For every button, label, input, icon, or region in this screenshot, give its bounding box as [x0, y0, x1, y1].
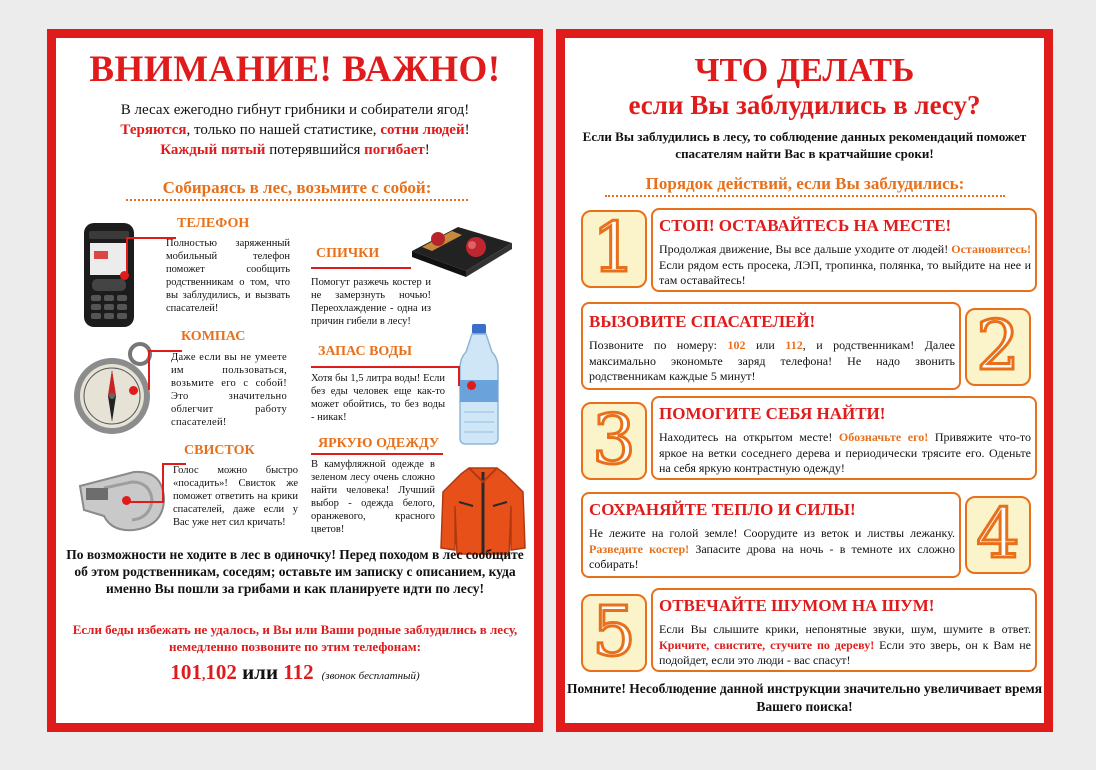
- take-with-you-heading: Собираясь в лес, возьмите с собой:: [126, 178, 468, 201]
- whistle-leader-vertical: [162, 463, 164, 503]
- step-2-heading: ВЫЗОВИТЕ СПАСАТЕЛЕЙ!: [589, 312, 816, 331]
- step-2-text-a: Позвоните по номеру:: [589, 338, 728, 352]
- emergency-phones: [56, 660, 534, 685]
- step-4-digit: 4: [976, 495, 1020, 574]
- intro-line-3-text: потерявшийся: [265, 142, 365, 158]
- step-3-number: [581, 402, 647, 480]
- water-text: Хотя бы 1,5 литра воды! Если без еды человек еще как-то может обойтись, то без воды - никак!: [311, 373, 445, 423]
- step-1-number: [581, 210, 647, 288]
- step-3-highlight: Обозначьте его!: [838, 430, 929, 444]
- step-1-highlight: Остановитесь!: [951, 242, 1031, 256]
- clothes-title: ЯРКУЮ ОДЕЖДУ: [318, 436, 440, 451]
- whistle-text: Голос можно быстро «посадить»! Свисток же поможет ответить на крики спасателей, даже если у Вас уже нет сил кричать!: [173, 465, 298, 528]
- compass-title: КОМПАС: [181, 329, 246, 344]
- step-5-card: [651, 588, 1037, 672]
- step-2-number: [965, 308, 1031, 386]
- phone-101: 101: [170, 660, 202, 684]
- remember-footer: Помните! Несоблюдение данной инструкции значительно увеличивает время Вашего поиска!: [566, 681, 1043, 714]
- step-4-heading: СОХРАНЯЙТЕ ТЕПЛО И СИЛЫ!: [589, 500, 856, 519]
- water-pointer-dot: [467, 381, 476, 390]
- step-2-text: [589, 338, 955, 385]
- step-4-highlight: Разведите костер!: [589, 541, 690, 556]
- step-2-text-b: , и родственникам! Далее максимально экономьте заряд телефона! Не надо звонить родственникам каждые 5 минут!: [589, 338, 955, 383]
- step-2-card: [581, 302, 961, 390]
- intro-line-2-end: !: [464, 122, 470, 138]
- step-1-digit: 1: [592, 209, 636, 288]
- step-1-heading: СТОП! ОСТАВАЙТЕСЬ НА МЕСТЕ!: [659, 216, 952, 235]
- step-3-text-b: Привяжите что-то яркое на ветки соседнего дерева и периодически трясите его. Оденьте на себя яркую контрастную одежду!: [659, 430, 1031, 475]
- step-5-text: [659, 622, 1031, 669]
- step-4-text: [589, 526, 955, 573]
- clothes-text: В камуфляжной одежде в зеленом лесу очень сложно найти человека! Лучший выбор - одежда белого, оранжевого, красного цветов!: [311, 459, 435, 535]
- phone-112: 112: [283, 660, 314, 684]
- attention-title: ВНИМАНИЕ! ВАЖНО!: [89, 49, 501, 90]
- matches-icon: [408, 221, 518, 279]
- step-5-heading: ОТВЕЧАЙТЕ ШУМОМ НА ШУМ!: [659, 596, 935, 615]
- water-title: ЗАПАС ВОДЫ: [318, 344, 412, 359]
- free-call-note: (звонок бесплатный): [321, 670, 420, 682]
- intro-lost-highlight: Теряются: [120, 122, 187, 138]
- step-1-text-b: Если рядом есть просека, ЛЭП, тропинка, полянка, то выйдите на нее и там оставайтесь!: [659, 257, 1031, 287]
- intro-line-3: [66, 140, 524, 160]
- water-leader: [311, 366, 459, 368]
- step-4-text-b: Запасите дрова на ночь - в темноте их сложно собирать!: [589, 541, 955, 571]
- step-2-number-102: 102: [727, 338, 746, 352]
- right-poster-panel: [556, 29, 1053, 732]
- clothes-leader: [311, 453, 443, 455]
- step-1-text: [659, 242, 1031, 289]
- intro-dies-highlight: погибает: [364, 142, 425, 158]
- step-5-highlight: Кричите, свистите, стучите по дереву!: [659, 637, 875, 652]
- compass-pointer-dot: [129, 386, 138, 395]
- step-5-text-b: Если это зверь, он к Вам не подойдет, если это люди - вас спасут!: [659, 637, 1032, 667]
- whistle-leader-link: [128, 501, 164, 503]
- step-4-number: [965, 496, 1031, 574]
- phone-title: ТЕЛЕФОН: [177, 216, 250, 231]
- step-1-card: [651, 208, 1037, 292]
- step-2-digit: 2: [976, 307, 1020, 386]
- step-3-heading: ПОМОГИТЕ СЕБЯ НАЙТИ!: [659, 404, 886, 423]
- what-to-do-title: ЧТО ДЕЛАТЬ: [694, 52, 915, 89]
- intro-line-2-text: , только по нашей статистике,: [186, 122, 381, 138]
- phone-text: Полностью заряженный мобильный телефон поможет сообщить родственникам о том, что вы заблудились, и вызвать спасателей!: [166, 238, 290, 314]
- warning-text: Если беды избежать не удалось, и Вы или Ваши родные заблудились в лесу, немедленно позвоните по этим телефонам:: [72, 622, 518, 654]
- compass-text: Даже если вы не умеете им пользоваться, возьмите его с собой! Это значительно облегчит работу спасателей!: [171, 352, 287, 428]
- compass-icon: [70, 340, 160, 436]
- intro-every-fifth-highlight: Каждый пятый: [160, 142, 266, 158]
- step-2-number-112: 112: [785, 338, 803, 352]
- compass-leader-vertical: [148, 350, 150, 390]
- water-bottle-icon: [454, 322, 504, 446]
- step-3-digit: 3: [592, 401, 636, 480]
- what-to-do-subtitle: если Вы заблудились в лесу?: [628, 90, 981, 120]
- intro-hundreds-highlight: сотни людей: [380, 122, 465, 138]
- matches-title: СПИЧКИ: [316, 246, 380, 261]
- water-leader-vertical: [458, 366, 460, 386]
- advice-text: По возможности не ходите в лес в одиночку! Перед походом в лес сообщите об этом родственникам, соседям; оставьте им записку с описанием, куда именно Вы пошли за грибами и как планируете идти по лесу!: [66, 547, 524, 596]
- left-poster-panel: [47, 29, 543, 732]
- intro-line-1: В лесах ежегодно гибнут грибники и собиратели ягод!: [120, 102, 470, 118]
- phone-102: 102: [205, 660, 237, 684]
- step-3-card: [651, 396, 1037, 480]
- action-order-heading: Порядок действий, если Вы заблудились:: [605, 174, 1005, 197]
- matches-text: Помогут разжечь костер и не замерзнуть ночью! Переохлаждение - одна из причин гибели в лесу!: [311, 277, 431, 327]
- step-1-text-a: Продолжая движение, Вы все дальше уходите от людей!: [659, 242, 952, 256]
- step-2-or: или: [745, 338, 786, 352]
- orange-jacket-icon: [439, 462, 527, 558]
- intro-text: [66, 100, 524, 160]
- intro-line-2: [66, 120, 524, 140]
- step-3-text-a: Находитесь на открытом месте!: [659, 430, 839, 444]
- right-intro: Если Вы заблудились в лесу, то соблюдение данных рекомендаций поможет спасателям найти Вас в кратчайшие сроки!: [582, 129, 1027, 161]
- matches-leader: [311, 267, 411, 269]
- intro-line-3-end: !: [424, 142, 430, 158]
- step-5-number: [581, 594, 647, 672]
- phone-leader-vertical: [126, 237, 128, 277]
- phones-separator: ,: [201, 668, 206, 683]
- step-4-text-a: Не лежите на голой земле! Соорудите из веток и листвы лежанку.: [589, 526, 955, 540]
- step-5-digit: 5: [592, 593, 636, 672]
- step-4-card: [581, 492, 961, 578]
- phones-or: или: [236, 660, 284, 684]
- step-5-text-a: Если Вы слышите крики, непонятные звуки, шум, шумите в ответ.: [659, 622, 1031, 636]
- step-3-text: [659, 430, 1031, 477]
- whistle-title: СВИСТОК: [184, 443, 255, 458]
